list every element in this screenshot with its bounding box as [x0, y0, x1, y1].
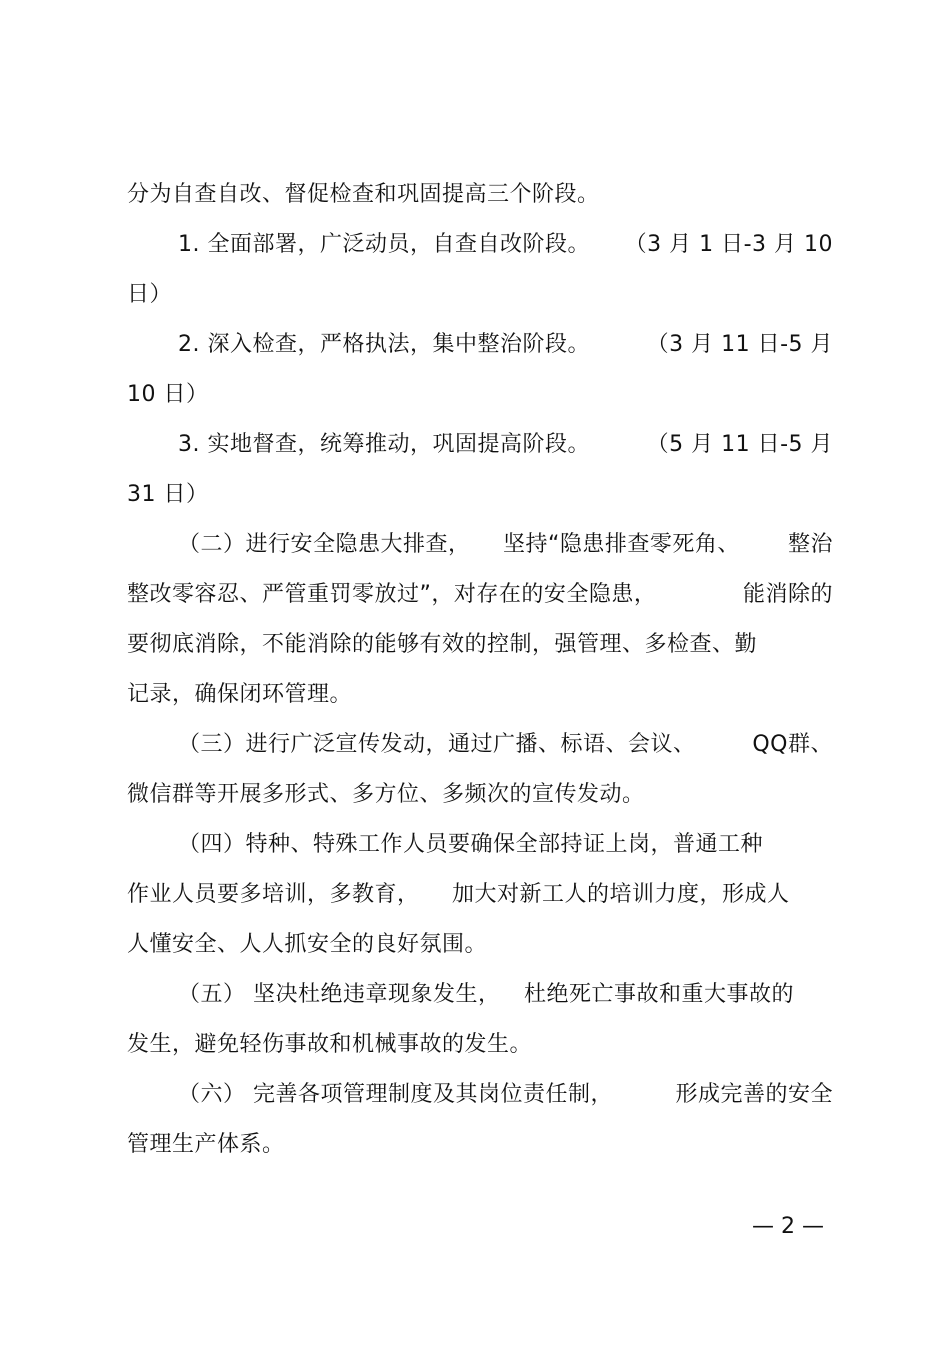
page-number: — 2 — — [752, 1214, 824, 1239]
section-2-line-4: 记录，确保闭环管理。 — [127, 682, 353, 707]
section-6-line-2: 管理生产体系。 — [127, 1132, 285, 1157]
section-6-line-1a: （六） 完善各项管理制度及其岗位责任制， — [178, 1082, 613, 1107]
stage-3-date: （5 月 11 日-5 月 — [646, 432, 833, 457]
stage-1-date-cont: 日） — [127, 282, 173, 307]
section-4-line-3: 人懂安全、人人抓安全的良好氛围。 — [127, 932, 488, 957]
section-2-line-1c: 整治 — [787, 532, 833, 557]
paragraph-line: 分为自查自改、督促检查和巩固提高三个阶段。 — [127, 182, 600, 207]
section-2-line-3: 要彻底消除，不能消除的能够有效的控制，强管理、多检查、勤 — [127, 632, 758, 657]
section-3-line-1b: QQ群、 — [752, 732, 833, 757]
stage-2-date-cont: 10 日） — [127, 382, 209, 407]
stage-3-title: 3. 实地督查，统筹推动，巩固提高阶段。 — [178, 432, 590, 457]
section-2-line-1a: （二）进行安全隐患大排查， — [178, 532, 471, 557]
section-3-line-2: 微信群等开展多形式、多方位、多频次的宣传发动。 — [127, 782, 645, 807]
section-2-line-1b: 坚持“隐患排查零死角、 — [503, 532, 740, 557]
section-4-line-2a: 作业人员要多培训，多教育， — [127, 882, 420, 907]
stage-2-date: （3 月 11 日-5 月 — [646, 332, 833, 357]
section-5-line-2: 发生，避免轻伤事故和机械事故的发生。 — [127, 1032, 533, 1057]
stage-3-date-cont: 31 日） — [127, 482, 209, 507]
stage-1-title: 1. 全面部署，广泛动员，自查自改阶段。 — [178, 232, 590, 257]
stage-2-title: 2. 深入检查，严格执法，集中整治阶段。 — [178, 332, 590, 357]
section-6-line-1b: 形成完善的安全 — [675, 1082, 833, 1107]
section-5-line-1a: （五） 坚决杜绝违章现象发生， — [178, 982, 501, 1007]
section-5-line-1b: 杜绝死亡事故和重大事故的 — [524, 982, 795, 1007]
stage-1-date: （3 月 1 日-3 月 10 — [624, 232, 833, 257]
section-4-line-2b: 加大对新工人的培训力度，形成人 — [452, 882, 790, 907]
section-2-line-2a: 整改零容忍、严管重罚零放过”，对存在的安全隐患， — [127, 582, 657, 607]
section-2-line-2b: 能消除的 — [742, 582, 833, 607]
section-4-line-1: （四）特种、特殊工作人员要确保全部持证上岗，普通工种 — [178, 832, 764, 857]
section-3-line-1a: （三）进行广泛宣传发动，通过广播、标语、会议、 — [178, 732, 696, 757]
